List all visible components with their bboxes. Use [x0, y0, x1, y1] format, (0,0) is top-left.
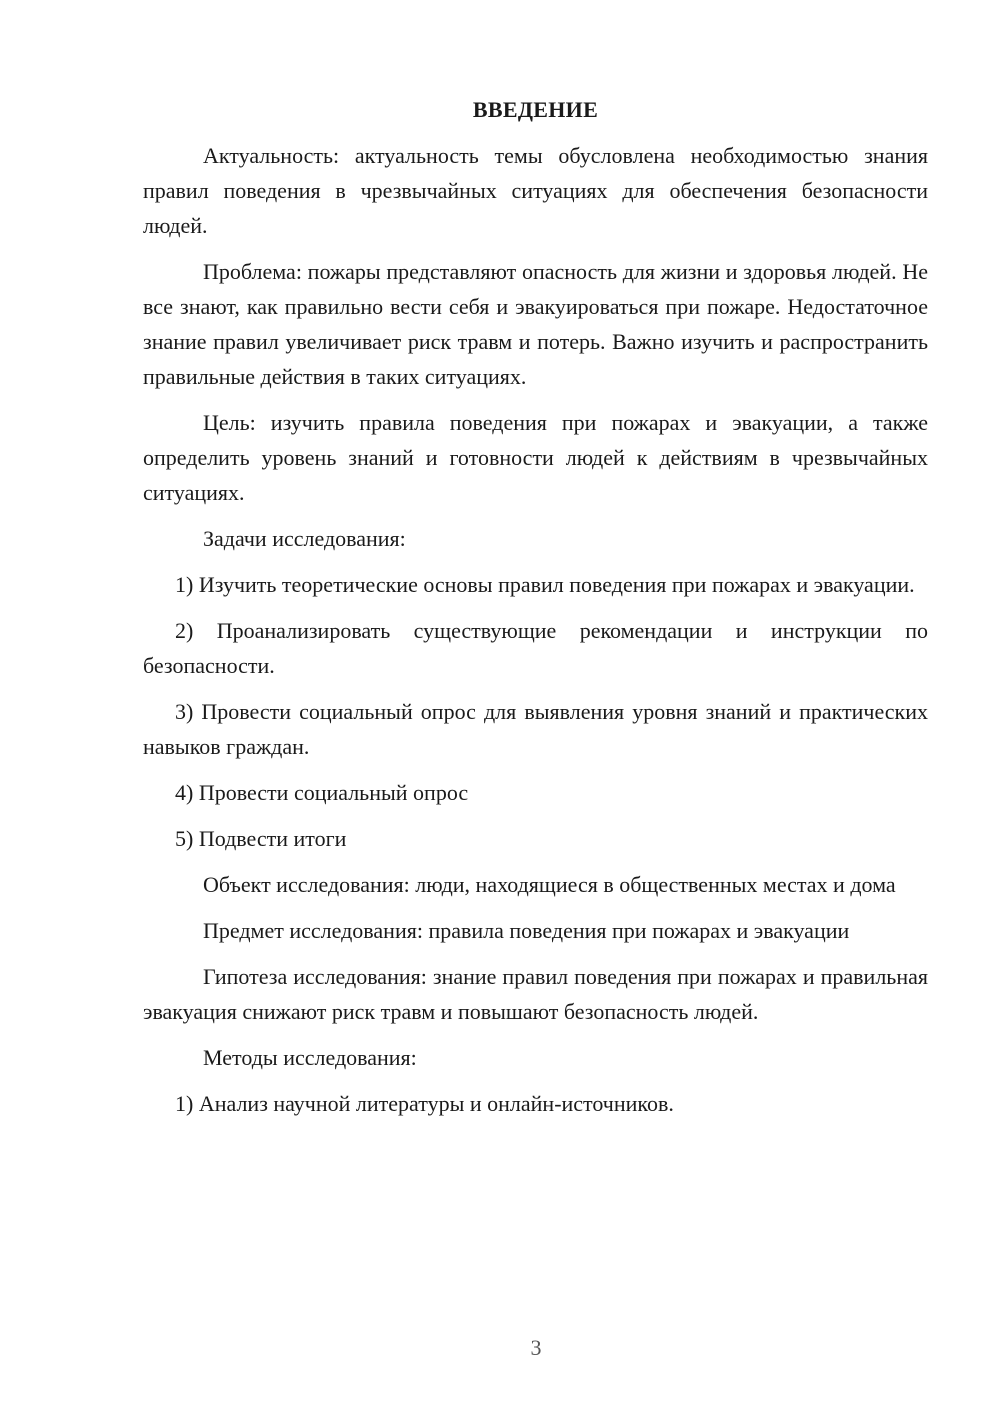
- paragraph-tasks-heading: Задачи исследования:: [203, 526, 406, 551]
- paragraph-problem: Проблема: пожары представляют опасность для жизни и здоровья людей. Не все знают, как правильно вести себя и эвакуироваться при пожаре. Недостаточное знание правил увеличивает риск травм и потерь. Важно изучить и распространить правильные действия в таких ситуациях.: [143, 259, 928, 389]
- page-content: [143, 92, 928, 1132]
- paragraph-object: Объект исследования: люди, находящиеся в общественных местах и дома: [203, 872, 896, 897]
- list-item-task-1: 1) Изучить теоретические основы правил поведения при пожарах и эвакуации.: [175, 572, 915, 597]
- paragraph-methods-heading: Методы исследования:: [203, 1045, 417, 1070]
- paragraph-relevance: Актуальность: актуальность темы обусловлена необходимостью знания правил поведения в чрезвычайных ситуациях для обеспечения безопасности людей.: [143, 143, 928, 238]
- page-number: 3: [530, 1335, 542, 1360]
- list-item-task-2: 2) Проанализировать существующие рекомендации и инструкции по безопасности.: [143, 618, 928, 678]
- list-item-task-4: 4) Провести социальный опрос: [175, 780, 469, 805]
- paragraph-subject: Предмет исследования: правила поведения при пожарах и эвакуации: [203, 918, 850, 943]
- section-title: ВВЕДЕНИЕ: [472, 97, 599, 122]
- list-item-task-3: 3) Провести социальный опрос для выявления уровня знаний и практических навыков граждан.: [143, 699, 928, 759]
- list-item-task-5: 5) Подвести итоги: [175, 826, 347, 851]
- list-item-method-1: 1) Анализ научной литературы и онлайн-источников.: [175, 1091, 674, 1116]
- paragraph-hypothesis: Гипотеза исследования: знание правил поведения при пожарах и правильная эвакуация снижают риск травм и повышают безопасность людей.: [143, 964, 928, 1024]
- paragraph-goal: Цель: изучить правила поведения при пожарах и эвакуации, а также определить уровень знаний и готовности людей к действиям в чрезвычайных ситуациях.: [143, 410, 928, 505]
